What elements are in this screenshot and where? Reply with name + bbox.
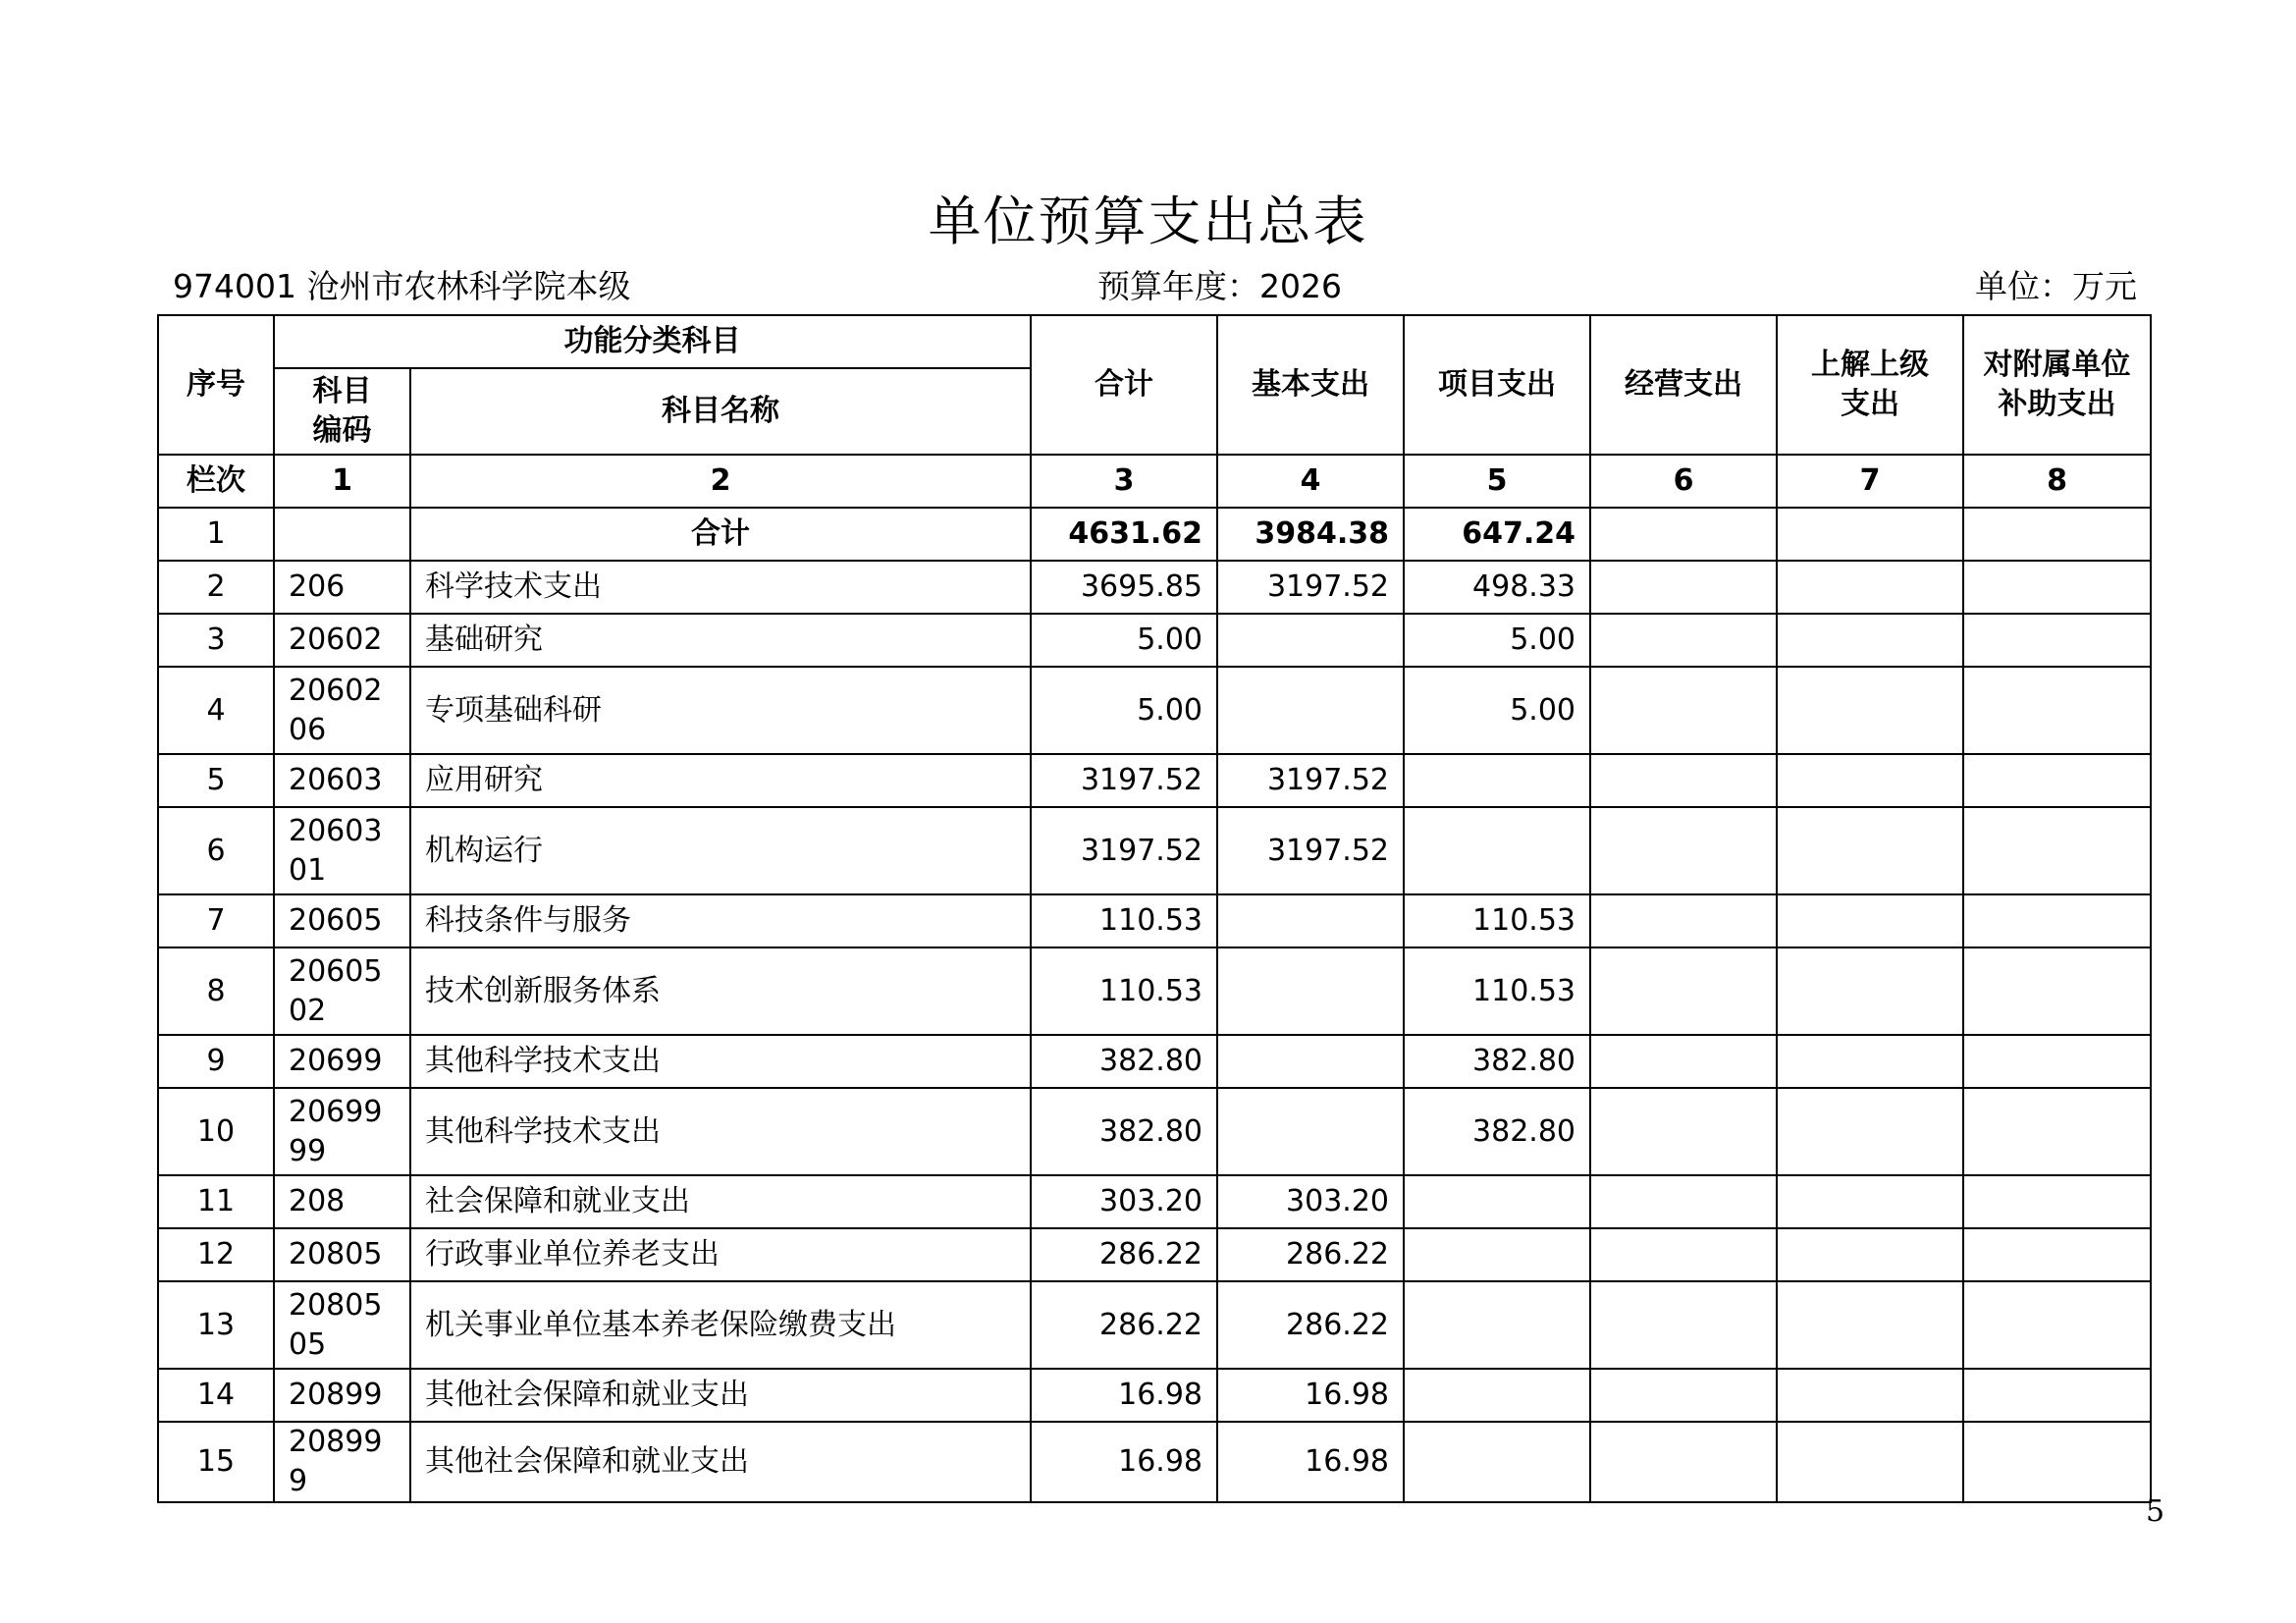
row-upper-cell — [1777, 667, 1963, 754]
column-number-cell: 6 — [1590, 455, 1777, 508]
table-row — [158, 1175, 2151, 1228]
row-code-cell: 2060206 — [274, 667, 410, 754]
row-basic-cell — [1217, 894, 1404, 947]
row-code-cell — [274, 508, 410, 561]
row-total-cell: 303.20 — [1031, 1175, 1217, 1228]
table-row — [158, 1422, 2151, 1502]
row-name-cell: 其他科学技术支出 — [410, 1088, 1031, 1175]
row-code-cell: 20603 — [274, 754, 410, 807]
table-row — [158, 1369, 2151, 1422]
table-row — [158, 1281, 2151, 1369]
row-basic-cell — [1217, 947, 1404, 1035]
row-name-cell: 其他科学技术支出 — [410, 1035, 1031, 1088]
row-subsidy-cell — [1963, 561, 2151, 614]
row-basic-cell: 303.20 — [1217, 1175, 1404, 1228]
row-business-cell — [1590, 1369, 1777, 1422]
row-project-cell: 5.00 — [1404, 614, 1590, 667]
table-row — [158, 561, 2151, 614]
row-total-cell: 16.98 — [1031, 1369, 1217, 1422]
column-number-cell: 7 — [1777, 455, 1963, 508]
header-code: 科目编码 — [274, 368, 410, 455]
row-basic-cell — [1217, 1035, 1404, 1088]
row-code-cell: 2080505 — [274, 1281, 410, 1369]
row-name-cell: 其他社会保障和就业支出 — [410, 1422, 1031, 1502]
row-project-cell: 110.53 — [1404, 947, 1590, 1035]
row-code-cell: 20699 — [274, 1035, 410, 1088]
page-number: 5 — [2146, 1494, 2165, 1529]
row-total-cell: 3695.85 — [1031, 561, 1217, 614]
row-seq-cell: 5 — [158, 754, 274, 807]
table-total-row — [158, 508, 2151, 561]
row-total-cell: 4631.62 — [1031, 508, 1217, 561]
row-subsidy-cell — [1963, 1228, 2151, 1281]
table-row — [158, 1228, 2151, 1281]
row-subsidy-cell — [1963, 667, 2151, 754]
header-row-top — [158, 315, 2151, 368]
column-number-cell: 3 — [1031, 455, 1217, 508]
row-name-cell: 行政事业单位养老支出 — [410, 1228, 1031, 1281]
row-upper-cell — [1777, 807, 1963, 894]
row-project-cell — [1404, 807, 1590, 894]
row-subsidy-cell — [1963, 508, 2151, 561]
table-body — [158, 508, 2151, 1502]
row-business-cell — [1590, 807, 1777, 894]
row-project-cell: 5.00 — [1404, 667, 1590, 754]
row-project-cell — [1404, 1281, 1590, 1369]
table-row — [158, 614, 2151, 667]
row-code-cell: 20602 — [274, 614, 410, 667]
row-total-cell: 382.80 — [1031, 1035, 1217, 1088]
row-seq-cell: 9 — [158, 1035, 274, 1088]
row-subsidy-cell — [1963, 1088, 2151, 1175]
row-name-cell: 应用研究 — [410, 754, 1031, 807]
row-business-cell — [1590, 508, 1777, 561]
row-name-cell: 社会保障和就业支出 — [410, 1175, 1031, 1228]
row-name-cell: 科技条件与服务 — [410, 894, 1031, 947]
row-basic-cell: 286.22 — [1217, 1228, 1404, 1281]
budget-year-label: 预算年度：2026 — [1097, 267, 1342, 305]
header-upper — [1777, 315, 1963, 455]
row-business-cell — [1590, 1422, 1777, 1502]
row-basic-cell: 3197.52 — [1217, 754, 1404, 807]
column-number-cell: 2 — [410, 455, 1031, 508]
row-business-cell — [1590, 1035, 1777, 1088]
row-basic-cell: 3984.38 — [1217, 508, 1404, 561]
row-subsidy-cell — [1963, 1281, 2151, 1369]
row-upper-cell — [1777, 947, 1963, 1035]
row-seq-cell: 7 — [158, 894, 274, 947]
row-subsidy-cell — [1963, 807, 2151, 894]
row-upper-cell — [1777, 1369, 1963, 1422]
row-upper-cell — [1777, 614, 1963, 667]
row-upper-cell — [1777, 1088, 1963, 1175]
row-total-cell: 16.98 — [1031, 1422, 1217, 1502]
row-basic-cell — [1217, 1088, 1404, 1175]
row-business-cell — [1590, 1175, 1777, 1228]
row-business-cell — [1590, 1088, 1777, 1175]
column-number-cell: 5 — [1404, 455, 1590, 508]
row-basic-cell: 3197.52 — [1217, 561, 1404, 614]
row-business-cell — [1590, 1228, 1777, 1281]
row-name-cell: 其他社会保障和就业支出 — [410, 1369, 1031, 1422]
header-basic: 基本支出 — [1217, 315, 1404, 455]
row-total-cell: 286.22 — [1031, 1228, 1217, 1281]
row-project-cell: 647.24 — [1404, 508, 1590, 561]
row-seq-cell: 13 — [158, 1281, 274, 1369]
row-upper-cell — [1777, 894, 1963, 947]
row-project-cell — [1404, 754, 1590, 807]
row-total-cell: 110.53 — [1031, 947, 1217, 1035]
row-total-cell: 5.00 — [1031, 614, 1217, 667]
column-number-cell: 4 — [1217, 455, 1404, 508]
row-business-cell — [1590, 894, 1777, 947]
row-seq-cell: 10 — [158, 1088, 274, 1175]
row-code-cell: 2060301 — [274, 807, 410, 894]
row-seq-cell: 6 — [158, 807, 274, 894]
row-total-cell: 382.80 — [1031, 1088, 1217, 1175]
row-seq-cell: 3 — [158, 614, 274, 667]
header-subsidy-line1: 对附属单位 — [1983, 348, 2131, 382]
row-code-cell: 2060502 — [274, 947, 410, 1035]
table-row — [158, 807, 2151, 894]
currency-unit-label: 单位：万元 — [1975, 267, 2137, 305]
budget-expenditure-table — [157, 314, 2152, 1503]
row-project-cell: 110.53 — [1404, 894, 1590, 947]
row-project-cell — [1404, 1175, 1590, 1228]
page-title: 单位预算支出总表 — [928, 190, 1368, 252]
row-total-cell: 286.22 — [1031, 1281, 1217, 1369]
row-code-cell: 208999 — [274, 1422, 410, 1502]
row-basic-cell — [1217, 667, 1404, 754]
row-seq-cell: 12 — [158, 1228, 274, 1281]
row-basic-cell: 16.98 — [1217, 1422, 1404, 1502]
row-total-cell: 3197.52 — [1031, 754, 1217, 807]
row-seq-cell: 1 — [158, 508, 274, 561]
row-subsidy-cell — [1963, 1422, 2151, 1502]
row-name-cell: 基础研究 — [410, 614, 1031, 667]
row-upper-cell — [1777, 1035, 1963, 1088]
header-total: 合计 — [1031, 315, 1217, 455]
row-project-cell — [1404, 1422, 1590, 1502]
column-number-cell: 栏次 — [158, 455, 274, 508]
row-business-cell — [1590, 667, 1777, 754]
row-business-cell — [1590, 947, 1777, 1035]
row-subsidy-cell — [1963, 1035, 2151, 1088]
row-subsidy-cell — [1963, 614, 2151, 667]
column-number-cell: 8 — [1963, 455, 2151, 508]
row-subsidy-cell — [1963, 1369, 2151, 1422]
row-total-cell: 3197.52 — [1031, 807, 1217, 894]
organization-label: 974001 沧州市农林科学院本级 — [173, 267, 631, 305]
row-project-cell — [1404, 1369, 1590, 1422]
row-code-cell: 2069999 — [274, 1088, 410, 1175]
row-business-cell — [1590, 614, 1777, 667]
row-upper-cell — [1777, 1422, 1963, 1502]
row-total-cell: 110.53 — [1031, 894, 1217, 947]
row-upper-cell — [1777, 1228, 1963, 1281]
table-row — [158, 1035, 2151, 1088]
row-code-cell: 206 — [274, 561, 410, 614]
row-code-cell: 20805 — [274, 1228, 410, 1281]
row-name-cell: 机构运行 — [410, 807, 1031, 894]
row-upper-cell — [1777, 1175, 1963, 1228]
row-basic-cell: 3197.52 — [1217, 807, 1404, 894]
row-code-cell: 20605 — [274, 894, 410, 947]
header-upper-line1: 上解上级 — [1811, 348, 1929, 382]
row-upper-cell — [1777, 754, 1963, 807]
table-row — [158, 1088, 2151, 1175]
row-subsidy-cell — [1963, 894, 2151, 947]
column-number-cell: 1 — [274, 455, 410, 508]
row-name-cell: 机关事业单位基本养老保险缴费支出 — [410, 1281, 1031, 1369]
row-seq-cell: 2 — [158, 561, 274, 614]
header-business: 经营支出 — [1590, 315, 1777, 455]
row-code-cell: 20899 — [274, 1369, 410, 1422]
row-project-cell — [1404, 1228, 1590, 1281]
row-seq-cell: 11 — [158, 1175, 274, 1228]
table-row — [158, 947, 2151, 1035]
row-name-cell: 合计 — [410, 508, 1031, 561]
row-basic-cell: 16.98 — [1217, 1369, 1404, 1422]
row-total-cell: 5.00 — [1031, 667, 1217, 754]
row-subsidy-cell — [1963, 1175, 2151, 1228]
header-subsidy-line2: 补助支出 — [1998, 387, 2116, 421]
row-seq-cell: 15 — [158, 1422, 274, 1502]
header-upper-line2: 支出 — [1841, 387, 1899, 421]
row-project-cell: 498.33 — [1404, 561, 1590, 614]
row-project-cell: 382.80 — [1404, 1088, 1590, 1175]
row-subsidy-cell — [1963, 754, 2151, 807]
table-row — [158, 754, 2151, 807]
row-seq-cell: 14 — [158, 1369, 274, 1422]
row-name-cell: 科学技术支出 — [410, 561, 1031, 614]
column-number-row — [158, 455, 2151, 508]
row-name-cell: 技术创新服务体系 — [410, 947, 1031, 1035]
row-basic-cell: 286.22 — [1217, 1281, 1404, 1369]
row-seq-cell: 8 — [158, 947, 274, 1035]
row-business-cell — [1590, 561, 1777, 614]
row-business-cell — [1590, 1281, 1777, 1369]
row-basic-cell — [1217, 614, 1404, 667]
header-func-group: 功能分类科目 — [274, 315, 1031, 368]
row-project-cell: 382.80 — [1404, 1035, 1590, 1088]
table-row — [158, 894, 2151, 947]
table-row — [158, 667, 2151, 754]
header-name: 科目名称 — [410, 368, 1031, 455]
header-project: 项目支出 — [1404, 315, 1590, 455]
header-subsidy — [1963, 315, 2151, 455]
row-name-cell: 专项基础科研 — [410, 667, 1031, 754]
row-subsidy-cell — [1963, 947, 2151, 1035]
row-seq-cell: 4 — [158, 667, 274, 754]
header-seq: 序号 — [158, 315, 274, 455]
row-business-cell — [1590, 754, 1777, 807]
row-upper-cell — [1777, 561, 1963, 614]
row-upper-cell — [1777, 1281, 1963, 1369]
row-upper-cell — [1777, 508, 1963, 561]
row-code-cell: 208 — [274, 1175, 410, 1228]
